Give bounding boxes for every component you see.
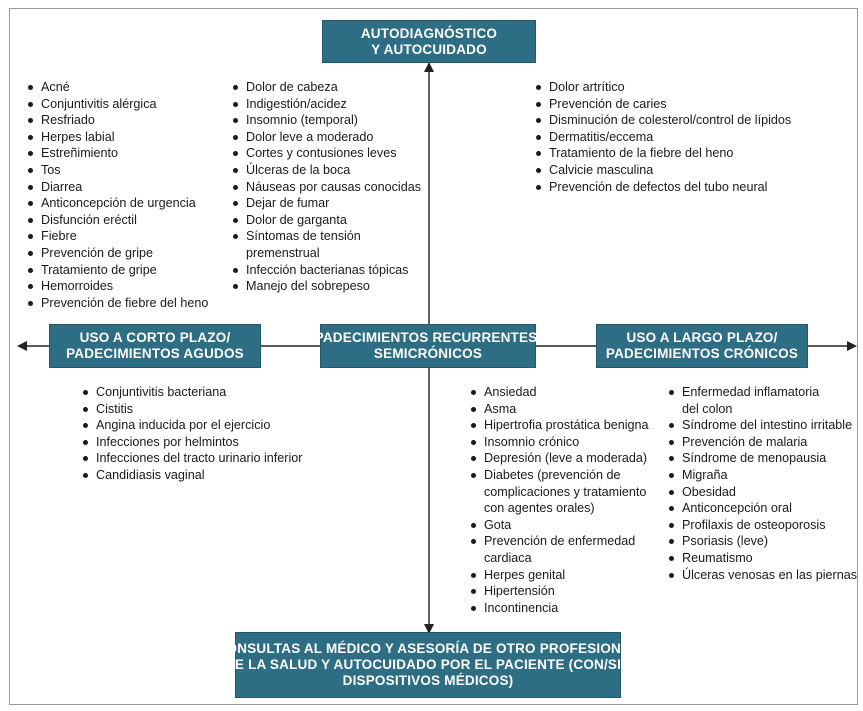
- list-item: [668, 500, 857, 517]
- list-item: [470, 384, 649, 401]
- list-item-label: Fiebre: [41, 229, 77, 244]
- box-right-line-1: USO A LARGO PLAZO/: [626, 330, 778, 345]
- list-item: [82, 450, 303, 467]
- list-item: [27, 79, 208, 96]
- list-item: [232, 112, 421, 129]
- list-item-label: Asma: [484, 401, 517, 416]
- list-item: [668, 533, 857, 550]
- box-bottom-line-3: DISPOSITIVOS MÉDICOS): [342, 673, 514, 688]
- box-center-line-2: SEMICRÓNICOS: [373, 346, 483, 361]
- list-item-label: Prevención de caries: [549, 96, 667, 111]
- list-item-label: Cortes y contusiones leves: [246, 146, 397, 161]
- list-item-label: Migraña: [682, 467, 728, 482]
- list-item: [668, 484, 857, 501]
- list-item-label: Herpes genital: [484, 567, 566, 582]
- list-top-left-col1: [27, 79, 208, 311]
- list-item-continuation: complicaciones y tratamiento: [484, 484, 647, 499]
- list-item: [232, 179, 421, 196]
- box-bottom-consultas: [216, 632, 640, 698]
- list-item-label: Hipertensión: [484, 584, 555, 599]
- list-item: [232, 195, 421, 212]
- list-item-label: Infecciones del tracto urinario inferior: [96, 451, 303, 466]
- list-item-label: Diabetes (prevención de: [484, 467, 621, 482]
- list-item: [232, 145, 421, 162]
- list-item-continuation: cardiaca: [484, 550, 532, 565]
- list-top-right: [535, 79, 791, 195]
- list-item: [535, 129, 791, 146]
- list-item: [232, 228, 421, 261]
- list-item-label: Náuseas por causas conocidas: [246, 179, 422, 194]
- list-item: [82, 384, 303, 401]
- list-item-label: Prevención de defectos del tubo neural: [549, 179, 768, 194]
- list-item: [668, 517, 857, 534]
- list-item: [27, 145, 208, 162]
- list-item: [232, 129, 421, 146]
- list-item-label: Úlceras venosas en las piernas: [682, 567, 858, 582]
- list-item-label: Incontinencia: [484, 600, 559, 615]
- list-item: [668, 550, 857, 567]
- arrow-right-icon: [847, 341, 857, 351]
- list-bottom-center: [470, 384, 649, 616]
- list-item-label: Manejo del sobrepeso: [246, 279, 370, 294]
- list-item-label: Infección bacterianas tópicas: [246, 262, 409, 277]
- list-item-label: Úlceras de la boca: [246, 162, 351, 177]
- list-item-label: Obesidad: [682, 484, 736, 499]
- list-item-label: Prevención de gripe: [41, 245, 154, 260]
- list-item: [232, 262, 421, 279]
- list-item: [668, 434, 857, 451]
- list-item-label: Síndrome de menopausia: [682, 451, 827, 466]
- list-item: [470, 600, 649, 617]
- list-item-label: Anticoncepción oral: [682, 501, 792, 516]
- list-item: [82, 434, 303, 451]
- list-bottom-left: [82, 384, 303, 484]
- list-item: [535, 96, 791, 113]
- list-item-label: Hemorroides: [41, 279, 114, 294]
- list-item: [668, 467, 857, 484]
- list-bottom-right: [668, 384, 857, 583]
- list-item: [82, 401, 303, 418]
- list-item: [27, 212, 208, 229]
- list-item: [535, 112, 791, 129]
- list-item: [668, 450, 857, 467]
- box-top-line-1: AUTODIAGNÓSTICO: [360, 25, 498, 41]
- list-item-label: Enfermedad inflamatoria: [682, 385, 820, 399]
- box-top-autodiagnostico: [322, 20, 536, 63]
- list-item: [232, 162, 421, 179]
- list-item-label: Dermatitis/eccema: [549, 129, 654, 144]
- list-item-label: Conjuntivitis bacteriana: [96, 385, 227, 399]
- box-left-line-2: PADECIMIENTOS AGUDOS: [66, 346, 244, 361]
- list-item-label: Anticoncepción de urgencia: [41, 196, 196, 211]
- list-item: [470, 450, 649, 467]
- list-item-label: Disfunción eréctil: [41, 212, 137, 227]
- list-item-label: Disminución de colesterol/control de lípidos: [549, 113, 792, 128]
- list-item-label: Candidiasis vaginal: [96, 467, 205, 482]
- list-item: [470, 467, 649, 517]
- list-item: [535, 145, 791, 162]
- box-center-line-1: PADECIMIENTOS RECURRENTES/: [314, 330, 542, 345]
- list-item-label: Infecciones por helmintos: [96, 434, 239, 449]
- arrow-left-icon: [17, 341, 27, 351]
- list-item: [470, 401, 649, 418]
- list-item-label: Dejar de fumar: [246, 196, 330, 211]
- list-item-label: Estreñimiento: [41, 146, 118, 161]
- list-item: [27, 96, 208, 113]
- list-top-left-col2: [232, 79, 421, 295]
- list-item-label: Tos: [41, 162, 61, 177]
- list-item: [27, 129, 208, 146]
- list-item-label: Calvicie masculina: [549, 162, 654, 177]
- list-item: [470, 583, 649, 600]
- list-item: [82, 417, 303, 434]
- list-item: [27, 262, 208, 279]
- list-item-label: Profilaxis de osteoporosis: [682, 517, 826, 532]
- arrow-up-icon: [424, 62, 434, 72]
- list-item: [27, 245, 208, 262]
- list-item: [668, 567, 857, 584]
- list-item: [470, 517, 649, 534]
- list-item-label: Reumatismo: [682, 550, 753, 565]
- list-item: [27, 179, 208, 196]
- list-item-label: Tratamiento de gripe: [41, 262, 157, 277]
- list-item-label: Acné: [41, 80, 70, 94]
- list-item: [668, 384, 857, 417]
- box-center-recurrentes: [314, 324, 542, 368]
- list-item: [27, 278, 208, 295]
- list-item-label: Prevención de enfermedad: [484, 534, 636, 549]
- list-item: [470, 567, 649, 584]
- list-item: [27, 195, 208, 212]
- list-item-label: Resfriado: [41, 113, 95, 128]
- list-item-label: Conjuntivitis alérgica: [41, 96, 157, 111]
- list-item-label: Diarrea: [41, 179, 83, 194]
- list-item-label: Hipertrofia prostática benigna: [484, 418, 649, 433]
- list-item: [232, 79, 421, 96]
- list-item: [27, 112, 208, 129]
- list-item: [535, 162, 791, 179]
- list-item: [668, 417, 857, 434]
- list-item-label: Prevención de malaria: [682, 434, 808, 449]
- list-item-label: Dolor leve a moderado: [246, 129, 374, 144]
- list-item-continuation: con agentes orales): [484, 501, 595, 516]
- list-item: [27, 295, 208, 312]
- box-right-largo-plazo: [596, 324, 808, 368]
- list-item: [27, 228, 208, 245]
- list-item: [470, 434, 649, 451]
- list-item-continuation: del colon: [682, 401, 733, 416]
- list-item-label: Herpes labial: [41, 129, 115, 144]
- list-item-label: Tratamiento de la fiebre del heno: [549, 146, 734, 161]
- list-item-label: Depresión (leve a moderada): [484, 451, 648, 466]
- list-item-label: Insomnio (temporal): [246, 113, 358, 128]
- list-item-label: Cistitis: [96, 401, 134, 416]
- box-left-line-1: USO A CORTO PLAZO/: [79, 330, 231, 345]
- list-item-label: Gota: [484, 517, 512, 532]
- list-item-label: Insomnio crónico: [484, 434, 580, 449]
- list-item: [82, 467, 303, 484]
- list-item-label: Ansiedad: [484, 385, 537, 399]
- list-item: [232, 96, 421, 113]
- list-item: [535, 79, 791, 96]
- box-bottom-line-2: DE LA SALUD Y AUTOCUIDADO POR EL PACIENTE (CON/SIN: [224, 657, 632, 672]
- list-item-label: Síndrome del intestino irritable: [682, 418, 853, 433]
- list-item-continuation: premenstrual: [246, 245, 320, 260]
- list-item: [470, 417, 649, 434]
- list-item-label: Dolor de garganta: [246, 212, 347, 227]
- list-item: [470, 533, 649, 566]
- list-item-label: Indigestión/acidez: [246, 96, 347, 111]
- box-bottom-line-1: CONSULTAS AL MÉDICO Y ASESORÍA DE OTRO PROFESIONAL: [216, 641, 640, 656]
- list-item: [232, 212, 421, 229]
- box-left-corto-plazo: [49, 324, 261, 368]
- list-item-label: Psoriasis (leve): [682, 534, 769, 549]
- list-item: [232, 278, 421, 295]
- list-item-label: Angina inducida por el ejercicio: [96, 418, 271, 433]
- list-item-label: Síntomas de tensión: [246, 229, 361, 244]
- list-item: [535, 179, 791, 196]
- list-item-label: Dolor artrítico: [549, 80, 625, 94]
- box-top-line-2: Y AUTOCUIDADO: [371, 41, 487, 57]
- list-item: [27, 162, 208, 179]
- list-item-label: Dolor de cabeza: [246, 80, 338, 94]
- box-right-line-2: PADECIMIENTOS CRÓNICOS: [605, 346, 799, 361]
- list-item-label: Prevención de fiebre del heno: [41, 295, 209, 310]
